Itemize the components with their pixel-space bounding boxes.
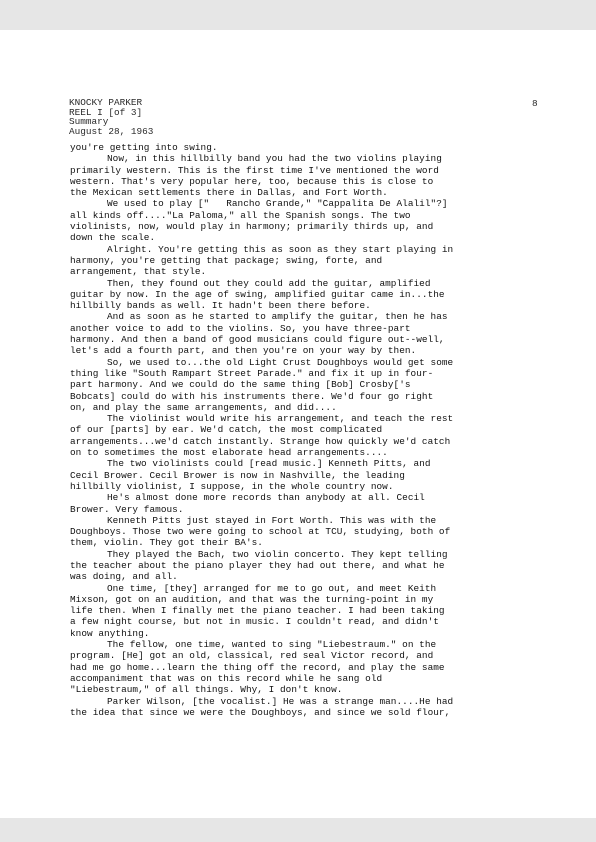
text-line: Alright. You're getting this as soon as they start playing in xyxy=(107,243,454,255)
text-line: down the scale. xyxy=(70,232,156,244)
document-body xyxy=(70,142,542,718)
text-line: of our [parts] by ear. We'd catch, the most complicated xyxy=(70,424,383,436)
text-line: We used to play [" Rancho Grande," "Cappalita De Alalil"?] xyxy=(107,198,448,210)
text-line: violinists, now, would play in harmony; primarily thirds up, and xyxy=(70,221,434,233)
text-line: thing like "South Rampart Street Parade." and fix it up in four- xyxy=(70,367,434,379)
text-line: the Mexican settlements there in Dallas, and Fort Worth. xyxy=(70,187,388,199)
text-line: He's almost done more records than anybody at all. Cecil xyxy=(107,492,425,504)
text-line: Now, in this hillbilly band you had the two violins playing xyxy=(107,153,442,165)
header-date: August 28, 1963 xyxy=(69,125,154,137)
text-line: Bobcats] could do with his instruments there. We'd four go right xyxy=(70,390,434,402)
text-line: them, violin. They got their BA's. xyxy=(70,537,263,549)
text-line: And as soon as he started to amplify the guitar, then he has xyxy=(107,311,448,323)
text-line: on to sometimes the most elaborate head arrangements.... xyxy=(70,447,388,459)
text-line: had me go home...learn the thing off the record, and play the same xyxy=(70,661,445,673)
text-line: The violinist would write his arrangement, and teach the rest xyxy=(107,413,454,425)
text-line: let's add a fourth part, and then you're on your way by then. xyxy=(70,345,417,357)
text-line: part harmony. And we could do the same thing [Bob] Crosby['s xyxy=(70,379,411,391)
text-line: "Liebestraum," of all things. Why, I don't know. xyxy=(70,684,343,696)
text-line: hillbilly bands as well. It hadn't been there before. xyxy=(70,300,371,312)
text-line: One time, [they] arranged for me to go out, and meet Keith xyxy=(107,582,437,594)
text-line: Brower. Very famous. xyxy=(70,503,184,515)
text-line: life then. When I finally met the piano teacher. I had been taking xyxy=(70,605,445,617)
text-line: the teacher about the piano player they had out there, and what he xyxy=(70,559,445,571)
text-line: harmony. And then a band of good musicians could figure out--well, xyxy=(70,334,445,346)
text-line: Then, they found out they could add the guitar, amplified xyxy=(107,277,431,289)
text-line: guitar by now. In the age of swing, amplified guitar came in...the xyxy=(70,288,445,300)
text-line: western. That's very popular here, too, because this is close to xyxy=(70,175,434,187)
text-line: another voice to add to the violins. So, you have three-part xyxy=(70,322,411,334)
text-line: harmony, you're getting that package; swing, forte, and xyxy=(70,254,383,266)
text-line: on, and play the same arrangements, and did.... xyxy=(70,401,337,413)
document-header xyxy=(69,98,153,136)
text-line: a few night course, but not in music. I couldn't read, and didn't xyxy=(70,616,439,628)
text-line: was doing, and all. xyxy=(70,571,178,583)
page-number: 8 xyxy=(532,98,538,109)
text-line: all kinds off...."La Paloma," all the Spanish songs. The two xyxy=(70,209,411,221)
header-type: Summary xyxy=(69,116,109,127)
text-line: know anything. xyxy=(70,627,150,639)
text-line: program. [He] got an old, classical, red seal Victor record, and xyxy=(70,650,434,662)
header-reel: REEL I [of 3] xyxy=(69,106,143,118)
text-line: The two violinists could [read music.] Kenneth Pitts, and xyxy=(107,458,431,470)
text-line: Mixson, got on an audition, and that was the turning-point in my xyxy=(70,593,434,605)
text-line: primarily western. This is the first time I've mentioned the word xyxy=(70,164,439,176)
text-line: arrangement, that style. xyxy=(70,266,207,278)
text-line: They played the Bach, two violin concerto. They kept telling xyxy=(107,548,448,560)
text-line: arrangements...we'd catch instantly. Strange how quickly we'd catch xyxy=(70,435,451,447)
text-line: the idea that since we were the Doughboys, and since we sold flour, xyxy=(70,706,451,718)
text-line: you're getting into swing. xyxy=(70,142,218,153)
text-line: Cecil Brower. Cecil Brower is now in Nashville, the leading xyxy=(70,469,405,481)
text-line: The fellow, one time, wanted to sing "Liebestraum." on the xyxy=(107,639,437,651)
text-line: So, we used to...the old Light Crust Doughboys would get some xyxy=(107,356,454,368)
header-name: KNOCKY PARKER xyxy=(69,97,143,108)
text-line: Kenneth Pitts just stayed in Fort Worth. This was with the xyxy=(107,514,437,526)
text-line: Parker Wilson, [the vocalist.] He was a strange man....He had xyxy=(107,695,454,707)
document-page xyxy=(0,30,596,818)
text-line: Doughboys. Those two were going to school at TCU, studying, both of xyxy=(70,526,451,538)
text-line: accompaniment that was on this record while he sang old xyxy=(70,672,383,684)
text-line: hillbilly violinist, I suppose, in the whole country now. xyxy=(70,480,394,492)
